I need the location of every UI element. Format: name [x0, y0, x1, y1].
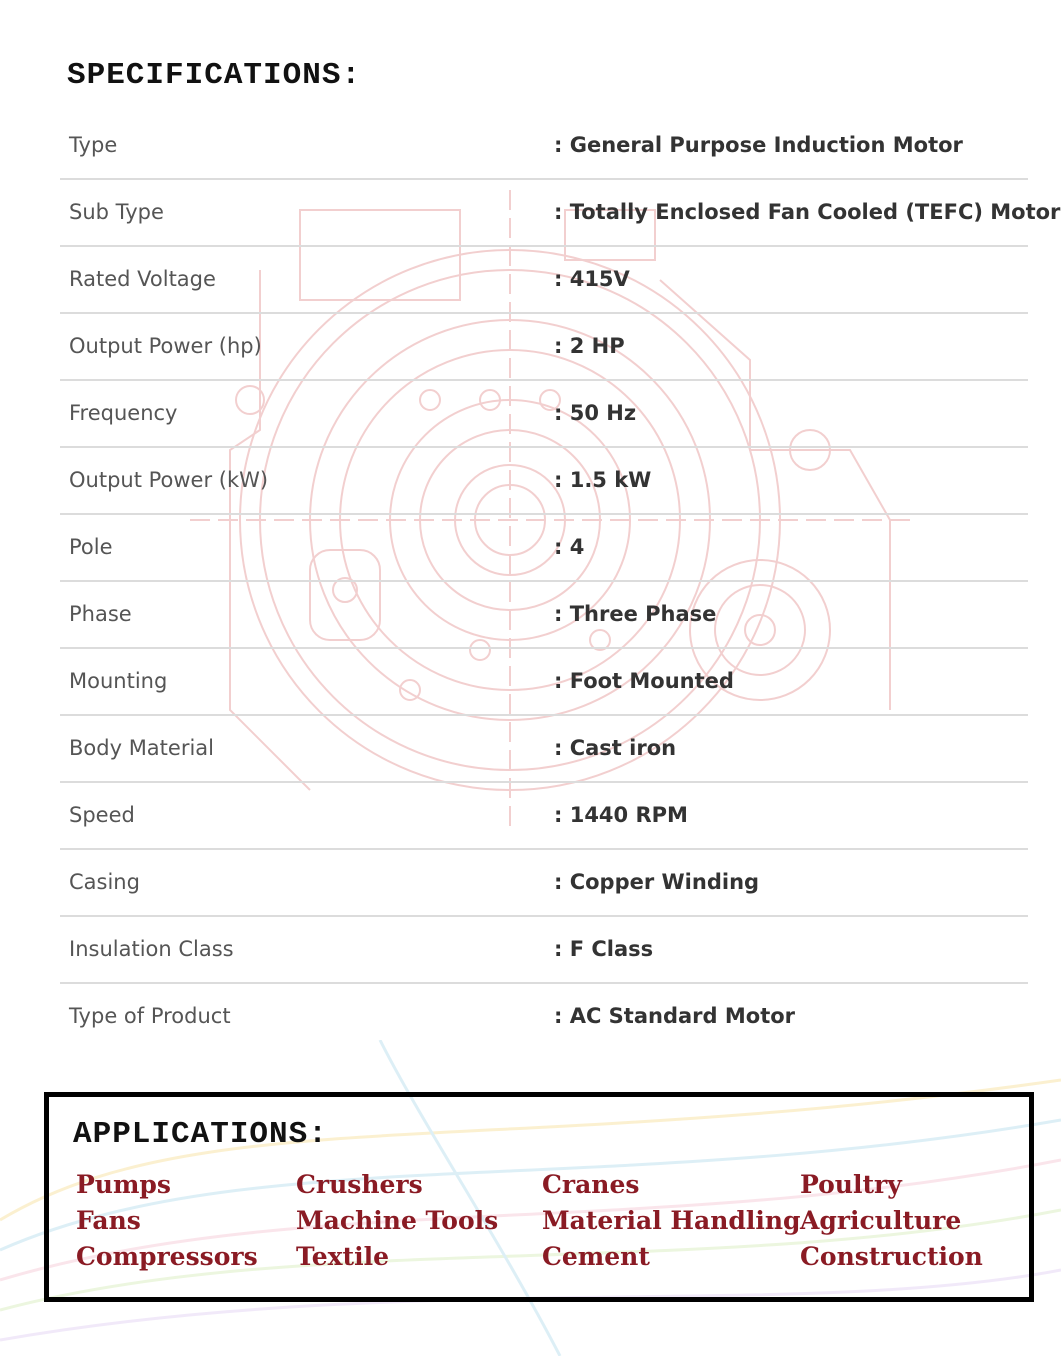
spec-label: Speed [69, 803, 135, 827]
spec-label: Frequency [69, 401, 178, 425]
spec-value: : 50 Hz [554, 401, 637, 425]
application-item: Compressors [76, 1242, 258, 1271]
spec-value: : Foot Mounted [554, 669, 734, 693]
spec-value: : AC Standard Motor [554, 1004, 796, 1028]
application-item: Pumps [76, 1170, 171, 1199]
spec-row [60, 984, 1028, 1049]
spec-row [60, 113, 1028, 180]
spec-label: Type of Product [69, 1004, 231, 1028]
application-item: Crushers [296, 1170, 423, 1199]
specifications-title: SPECIFICATIONS: [67, 58, 362, 93]
spec-label: Sub Type [69, 200, 164, 224]
spec-row [60, 582, 1028, 649]
spec-label: Output Power (kW) [69, 468, 269, 492]
specifications-table [60, 113, 1061, 1049]
spec-value: : F Class [554, 937, 654, 961]
spec-row [60, 448, 1028, 515]
spec-value: : 2 HP [554, 334, 625, 358]
spec-value: : Copper Winding [554, 870, 760, 894]
spec-label: Phase [69, 602, 132, 626]
spec-value: : 415V [554, 267, 630, 291]
spec-value: : 1440 RPM [554, 803, 688, 827]
application-item: Poultry [800, 1170, 902, 1199]
spec-row [60, 515, 1028, 582]
spec-label: Insulation Class [69, 937, 234, 961]
spec-value: : 4 [554, 535, 585, 559]
spec-label: Output Power (hp) [69, 334, 262, 358]
spec-row [60, 850, 1028, 917]
spec-value: : Totally Enclosed Fan Cooled (TEFC) Motor [554, 200, 1061, 224]
spec-label: Mounting [69, 669, 168, 693]
spec-row [60, 716, 1028, 783]
applications-title: APPLICATIONS: [73, 1117, 328, 1152]
spec-value: : Cast iron [554, 736, 677, 760]
application-item: Construction [800, 1242, 983, 1271]
spec-label: Body Material [69, 736, 215, 760]
application-item: Agriculture [800, 1206, 962, 1235]
spec-row [60, 649, 1028, 716]
spec-row [60, 783, 1028, 850]
spec-label: Rated Voltage [69, 267, 216, 291]
application-item: Material Handling [542, 1206, 801, 1235]
applications-box [44, 1092, 1034, 1302]
spec-row [60, 917, 1028, 984]
application-item: Cement [542, 1242, 650, 1271]
spec-row [60, 180, 1061, 247]
spec-row [60, 381, 1028, 448]
spec-row [60, 314, 1028, 381]
application-item: Cranes [542, 1170, 640, 1199]
application-item: Machine Tools [296, 1206, 499, 1235]
spec-label: Type [69, 133, 118, 157]
spec-label: Pole [69, 535, 113, 559]
spec-value: : 1.5 kW [554, 468, 652, 492]
spec-value: : General Purpose Induction Motor [554, 133, 963, 157]
spec-row [60, 247, 1028, 314]
application-item: Textile [296, 1242, 389, 1271]
application-item: Fans [76, 1206, 141, 1235]
spec-label: Casing [69, 870, 140, 894]
spec-value: : Three Phase [554, 602, 717, 626]
